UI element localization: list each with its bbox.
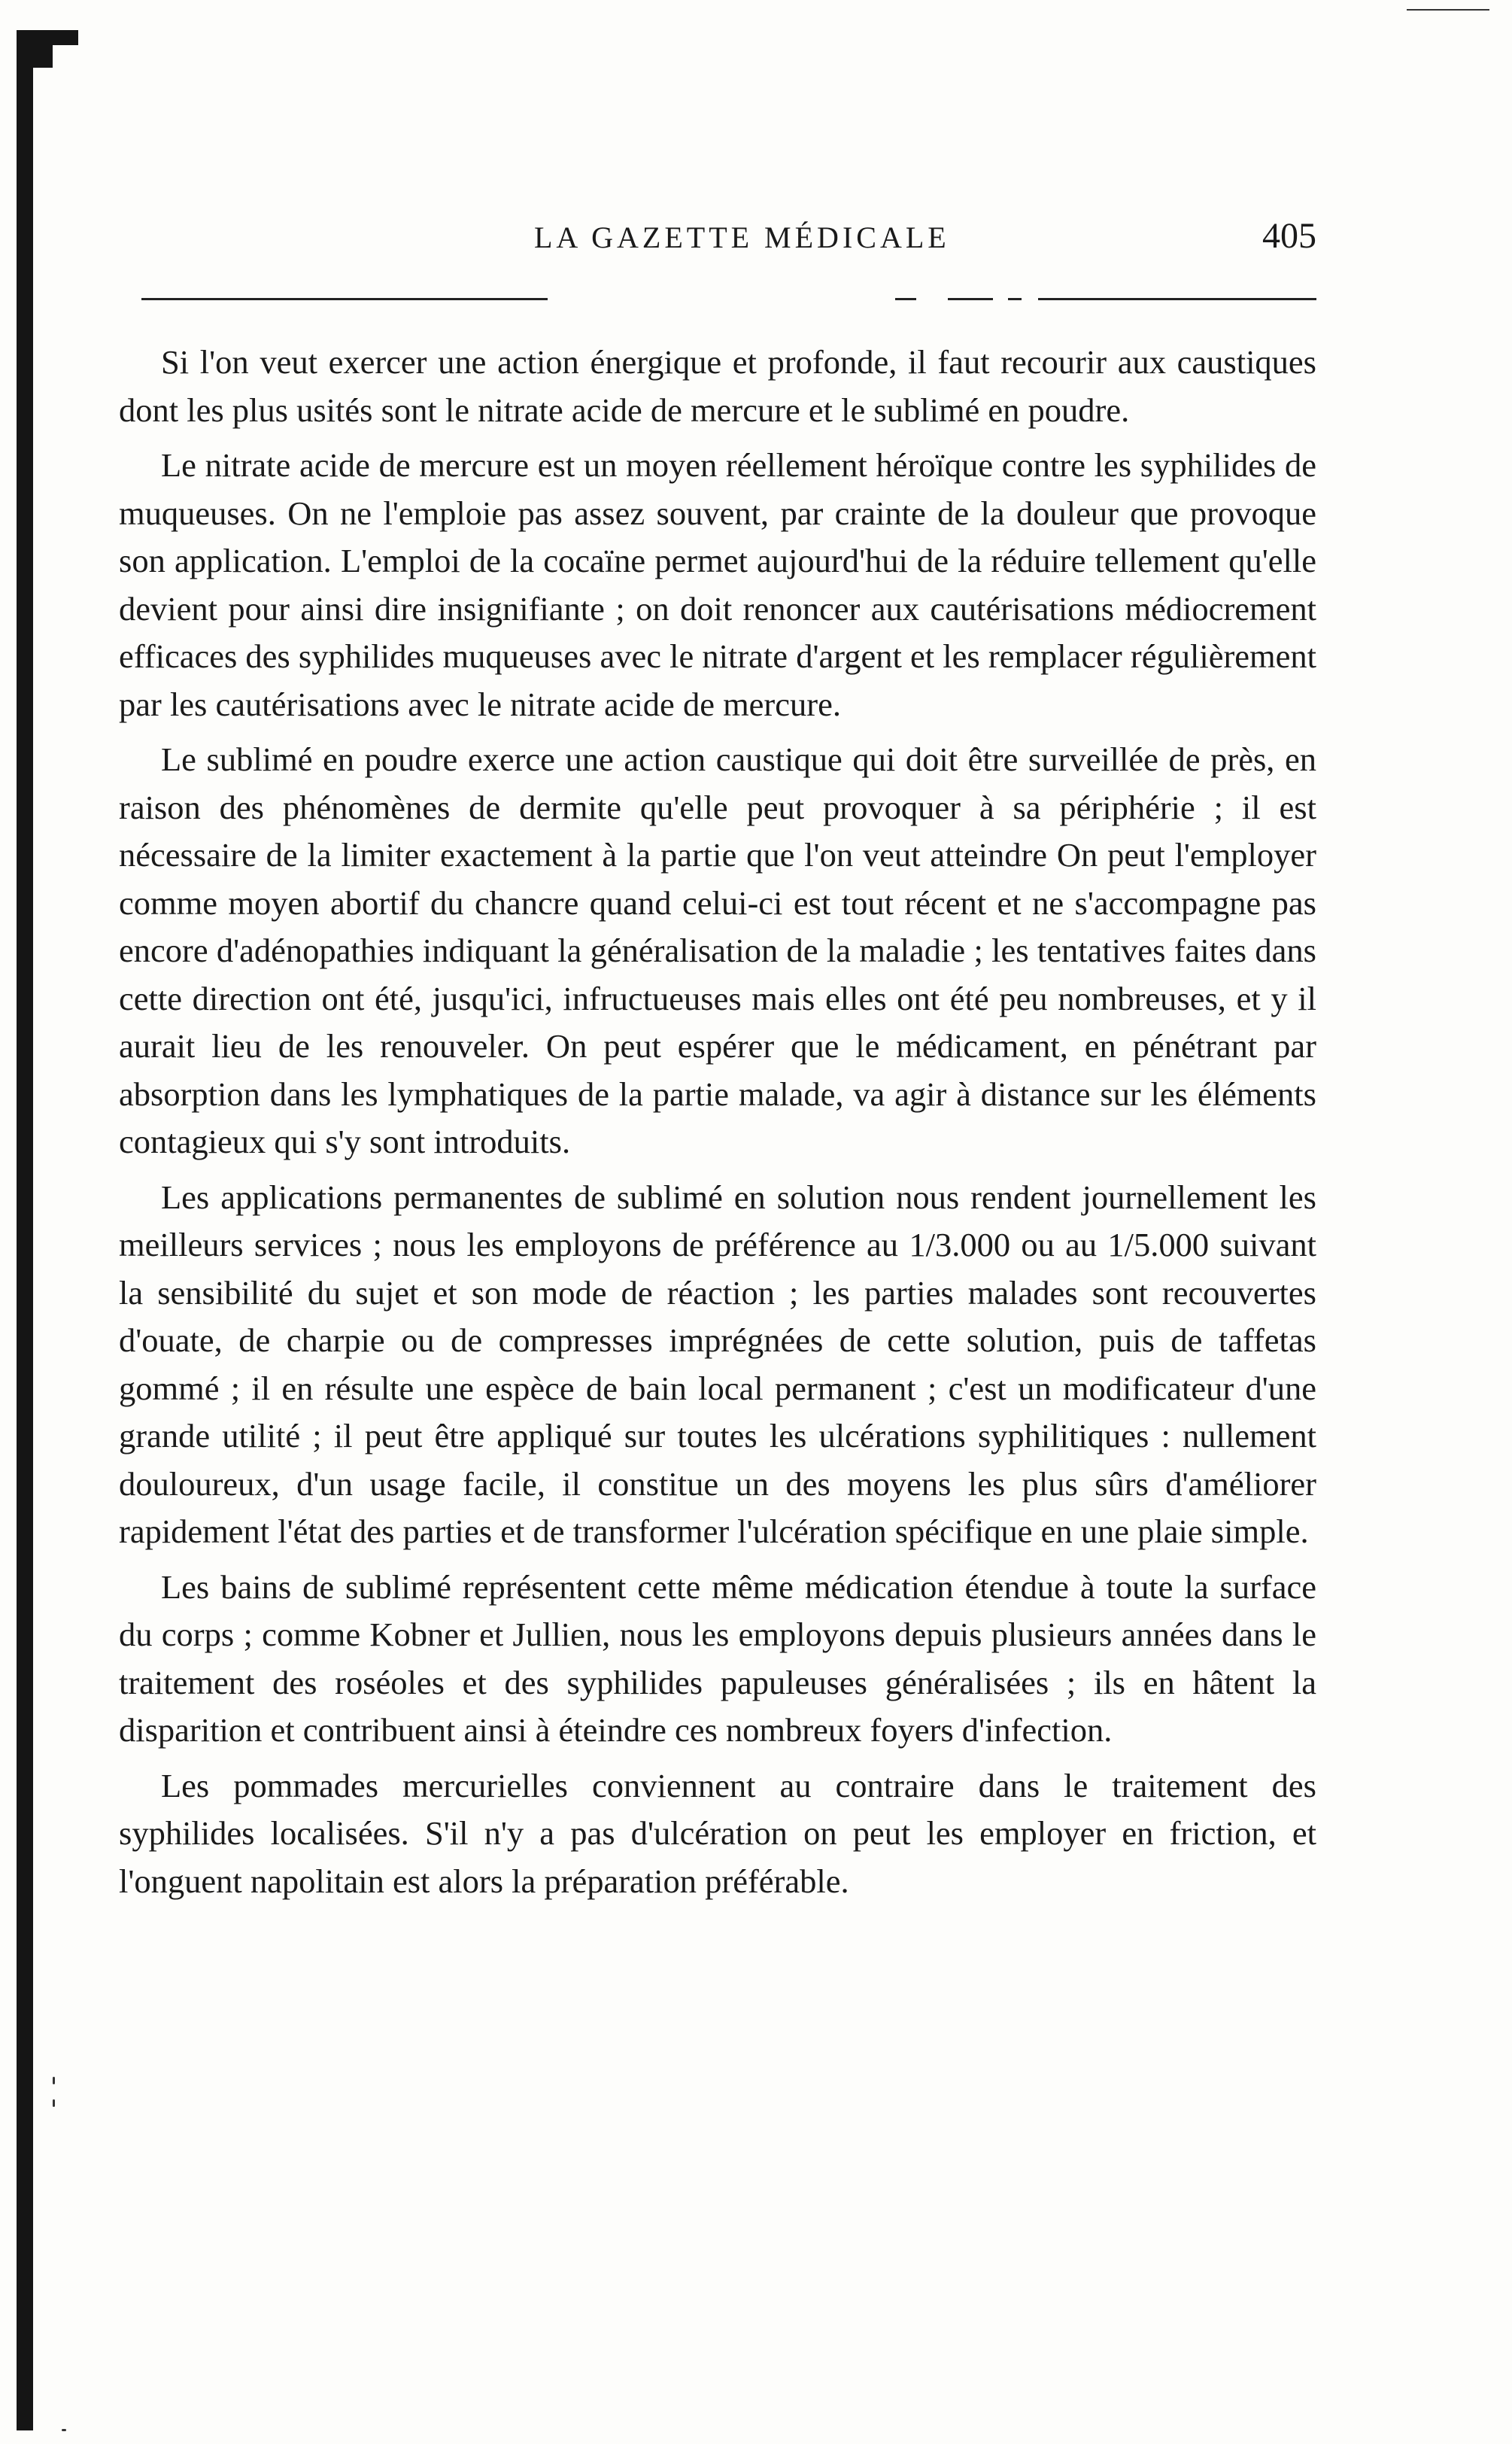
- journal-title: LA GAZETTE MÉDICALE: [534, 220, 950, 254]
- paragraph: Si l'on veut exercer une action énergique et profonde, il faut recourir aux caustiques dont les plus usités sont le nitrate acide de mercure et le sublimé en poudre.: [119, 343, 1316, 429]
- binding-notch: [33, 45, 53, 68]
- paragraph: Le sublimé en poudre exerce une action caustique qui doit être surveillée de près, en raison des phénomènes de dermite qu'elle peut provoquer à sa périphérie ; il est nécessaire de la limiter exactement à la partie que l'on veut atteindre On peut l'employer comme moyen abortif du chancre quand celui-ci est tout récent et ne s'accompagne pas encore d'adénopathies indiquant la généralisation de la maladie ; les tentatives faites dans cette direction ont été, jusqu'ici, infructueuses mais elles ont été peu nombreuses, et y il aurait lieu de les renouveler. On peut espérer que le médicament, en pénétrant par absorption dans les lymphatiques de la partie malade, va agir à distance sur les éléments contagieux qui s'y sont introduits.: [119, 740, 1316, 1160]
- paragraph: Le nitrate acide de mercure est un moyen réellement héroïque contre les syphilides de muqueuses. On ne l'emploie pas assez souvent, par crainte de la douleur que provoque son application. L'emploi de la cocaïne permet aujourd'hui de la réduire tellement qu'elle devient pour ainsi dire insignifiante ; on doit renoncer aux cautérisations médiocrement efficaces des syphilides muqueuses avec le nitrate d'argent et les remplacer régulièrement par les cautérisations avec le nitrate acide de mercure.: [119, 446, 1316, 723]
- running-head: [128, 216, 1316, 265]
- page-number: 405: [1262, 216, 1316, 256]
- paragraph: Les bains de sublimé représentent cette même médication étendue à toute la surface du corps ; comme Kobner et Jullien, nous les employons depuis plusieurs années dans le traitement des roséoles et des syphilides papuleuses généralisées ; ils en hâtent la disparition et contribuent ainsi à éteindre ces nombreux foyers d'infection.: [119, 1567, 1316, 1749]
- header-rule: [1038, 298, 1316, 300]
- scan-speck: [53, 2077, 55, 2084]
- header-rule: [1008, 298, 1022, 300]
- scan-speck: [53, 2099, 55, 2107]
- paragraph: Les pommades mercurielles conviennent au contraire dans le traitement des syphilides localisées. S'il n'y a pas d'ulcération on peut les employer en friction, et l'onguent napolitain est alors la préparation préférable.: [119, 1766, 1316, 1900]
- header-rule: [895, 298, 916, 300]
- header-rule: [948, 298, 993, 300]
- header-rule: [141, 298, 548, 300]
- scan-speck: [62, 2429, 66, 2431]
- article-body: [119, 339, 1316, 1913]
- binding-notch: [33, 30, 78, 45]
- binding-edge: [17, 30, 33, 2430]
- scan-edge-line: [1407, 9, 1489, 11]
- paragraph: Les applications permanentes de sublimé en solution nous rendent journellement les meilleurs services ; nous les employons de préférence au 1/3.000 ou au 1/5.000 suivant la sensibilité du sujet et son mode de réaction ; les parties malades sont recouvertes d'ouate, de charpie ou de compresses imprégnées de cette solution, puis de taffetas gommé ; il en résulte une espèce de bain local permanent ; c'est un modificateur d'une grande utilité ; il peut être appliqué sur toutes les ulcérations syphilitiques : nullement douloureux, d'un usage facile, il constitue un des moyens les plus sûrs d'améliorer rapidement l'état des parties et de transformer l'ulcération spécifique en une plaie simple.: [119, 1178, 1316, 1550]
